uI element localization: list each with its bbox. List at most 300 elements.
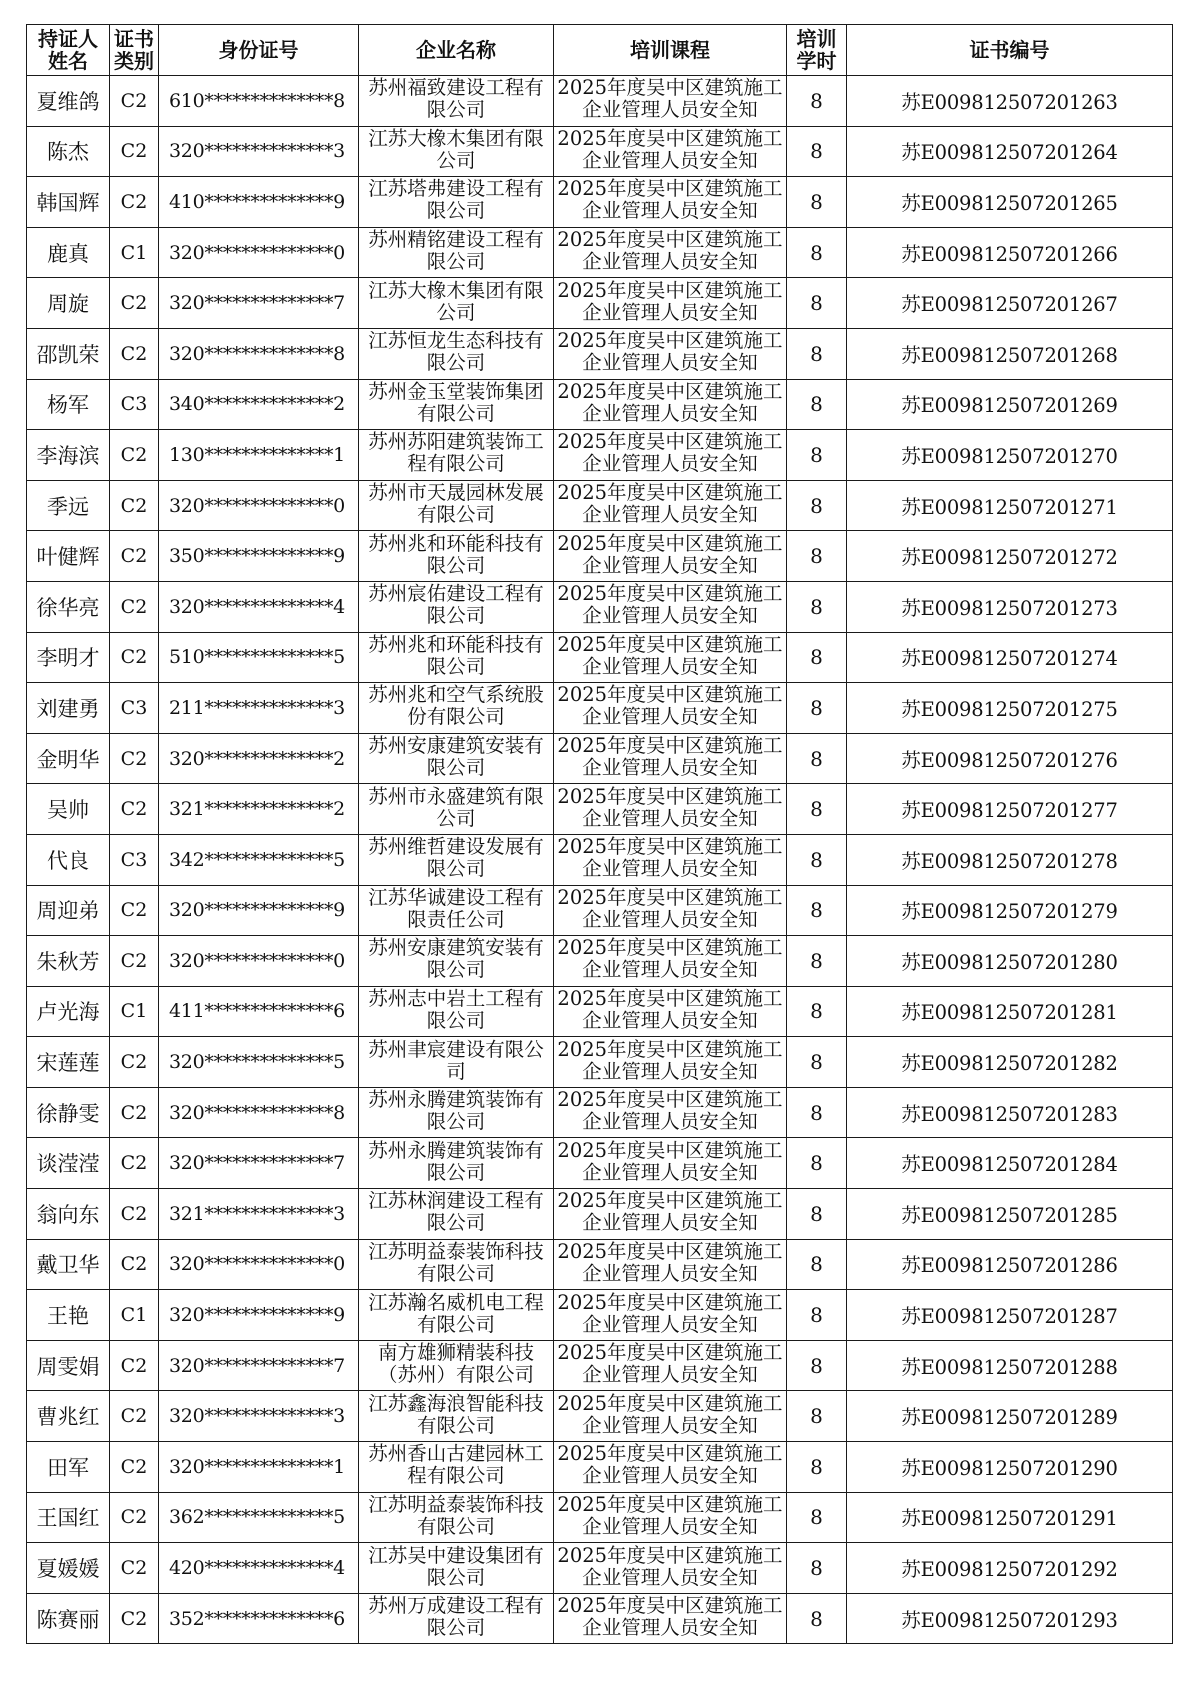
company-cell-text: 苏州兆和空气系统股份有限公司 <box>368 683 544 729</box>
table-row <box>27 76 1173 127</box>
course-cell <box>554 1087 787 1138</box>
company-cell-text: 江苏恒龙生态科技有限公司 <box>368 329 544 375</box>
hours-cell: 8 <box>787 1391 847 1442</box>
cert-category-cell: C2 <box>110 1239 159 1290</box>
course-cell <box>554 986 787 1037</box>
id-number-cell: 130**************1 <box>159 430 359 481</box>
table-row <box>27 885 1173 936</box>
hours-cell: 8 <box>787 1087 847 1138</box>
company-cell <box>359 430 554 481</box>
hours-cell: 8 <box>787 379 847 430</box>
cert-number-cell: 苏E009812507201269 <box>847 379 1173 430</box>
id-number-cell: 350**************9 <box>159 531 359 582</box>
cert-category-cell: C2 <box>110 1189 159 1240</box>
id-number-cell: 321**************3 <box>159 1189 359 1240</box>
course-cell-text: 2025年度吴中区建筑施工企业管理人员安全知 <box>557 531 783 577</box>
table-row <box>27 1593 1173 1644</box>
cert-number-cell: 苏E009812507201275 <box>847 683 1173 734</box>
header-cert-number: 证书编号 <box>847 25 1173 76</box>
cert-number-cell: 苏E009812507201280 <box>847 936 1173 987</box>
company-cell-text: 江苏吴中建设集团有限公司 <box>368 1543 544 1589</box>
course-cell-text: 2025年度吴中区建筑施工企业管理人员安全知 <box>557 835 783 881</box>
table-row <box>27 683 1173 734</box>
course-cell <box>554 733 787 784</box>
holder-name-cell: 杨军 <box>27 379 110 430</box>
company-cell-text: 江苏大橡木集团有限公司 <box>368 278 544 324</box>
course-cell-text: 2025年度吴中区建筑施工企业管理人员安全知 <box>557 1189 783 1235</box>
cert-number-cell: 苏E009812507201285 <box>847 1189 1173 1240</box>
company-cell-text: 苏州安康建筑安装有限公司 <box>368 734 544 780</box>
company-cell <box>359 1442 554 1493</box>
table-row <box>27 834 1173 885</box>
id-number-cell: 342**************5 <box>159 834 359 885</box>
company-cell <box>359 480 554 531</box>
company-cell-text: 苏州市永盛建筑有限公司 <box>368 784 544 830</box>
cert-category-cell: C2 <box>110 278 159 329</box>
table-row <box>27 531 1173 582</box>
company-cell <box>359 733 554 784</box>
course-cell-text: 2025年度吴中区建筑施工企业管理人员安全知 <box>557 936 783 982</box>
table-row <box>27 733 1173 784</box>
company-cell <box>359 1037 554 1088</box>
table-row <box>27 1037 1173 1088</box>
course-cell <box>554 581 787 632</box>
table-row <box>27 936 1173 987</box>
hours-cell: 8 <box>787 1239 847 1290</box>
hours-cell: 8 <box>787 683 847 734</box>
company-cell-text: 苏州永腾建筑装饰有限公司 <box>368 1088 544 1134</box>
id-number-cell: 320**************7 <box>159 1340 359 1391</box>
course-cell <box>554 1442 787 1493</box>
course-cell <box>554 632 787 683</box>
table-row <box>27 1138 1173 1189</box>
hours-cell: 8 <box>787 328 847 379</box>
id-number-cell: 320**************2 <box>159 733 359 784</box>
table-row <box>27 632 1173 683</box>
cert-category-cell: C2 <box>110 328 159 379</box>
hours-cell: 8 <box>787 1340 847 1391</box>
company-cell <box>359 1290 554 1341</box>
hours-cell: 8 <box>787 1290 847 1341</box>
company-cell-text: 苏州维哲建设发展有限公司 <box>368 835 544 881</box>
company-cell-text: 苏州精铭建设工程有限公司 <box>368 228 544 274</box>
cert-number-cell: 苏E009812507201266 <box>847 227 1173 278</box>
cert-number-cell: 苏E009812507201267 <box>847 278 1173 329</box>
cert-category-cell: C2 <box>110 430 159 481</box>
table-row <box>27 1290 1173 1341</box>
table-row <box>27 278 1173 329</box>
cert-category-cell: C2 <box>110 1442 159 1493</box>
id-number-cell: 320**************0 <box>159 1239 359 1290</box>
company-cell-text: 南方雄狮精装科技（苏州）有限公司 <box>377 1341 534 1387</box>
course-cell <box>554 885 787 936</box>
holder-name-cell: 韩国辉 <box>27 177 110 228</box>
id-number-cell: 420**************4 <box>159 1543 359 1594</box>
cert-category-cell: C2 <box>110 1593 159 1644</box>
holder-name-cell: 陈赛丽 <box>27 1593 110 1644</box>
hours-cell: 8 <box>787 1442 847 1493</box>
course-cell <box>554 1492 787 1543</box>
course-cell-text: 2025年度吴中区建筑施工企业管理人员安全知 <box>557 1391 783 1437</box>
cert-number-cell: 苏E009812507201265 <box>847 177 1173 228</box>
id-number-cell: 320**************7 <box>159 1138 359 1189</box>
cert-number-cell: 苏E009812507201279 <box>847 885 1173 936</box>
holder-name-cell: 曹兆红 <box>27 1391 110 1442</box>
cert-number-cell: 苏E009812507201278 <box>847 834 1173 885</box>
cert-number-cell: 苏E009812507201277 <box>847 784 1173 835</box>
hours-cell: 8 <box>787 986 847 1037</box>
holder-name-cell: 徐华亮 <box>27 581 110 632</box>
holder-name-cell: 鹿真 <box>27 227 110 278</box>
id-number-cell: 320**************9 <box>159 885 359 936</box>
table-row <box>27 177 1173 228</box>
holder-name-cell: 王艳 <box>27 1290 110 1341</box>
header-cert-category: 证书 类别 <box>110 25 159 76</box>
holder-name-cell: 吴帅 <box>27 784 110 835</box>
table-row <box>27 1492 1173 1543</box>
course-cell <box>554 227 787 278</box>
cert-category-cell: C2 <box>110 885 159 936</box>
company-cell-text: 苏州永腾建筑装饰有限公司 <box>368 1138 544 1184</box>
course-cell-text: 2025年度吴中区建筑施工企业管理人员安全知 <box>557 177 783 223</box>
company-cell <box>359 986 554 1037</box>
course-cell <box>554 1593 787 1644</box>
company-cell-text: 苏州市天晟园林发展有限公司 <box>368 481 544 527</box>
company-cell <box>359 177 554 228</box>
holder-name-cell: 李海滨 <box>27 430 110 481</box>
company-cell-text: 苏州兆和环能科技有限公司 <box>368 531 544 577</box>
company-cell <box>359 1391 554 1442</box>
company-cell <box>359 784 554 835</box>
cert-category-cell: C2 <box>110 1543 159 1594</box>
company-cell <box>359 1189 554 1240</box>
table-row <box>27 227 1173 278</box>
company-cell <box>359 683 554 734</box>
holder-name-cell: 宋莲莲 <box>27 1037 110 1088</box>
hours-cell: 8 <box>787 430 847 481</box>
table-row <box>27 1543 1173 1594</box>
header-holder-name: 持证人 姓名 <box>27 25 110 76</box>
cert-category-cell: C2 <box>110 531 159 582</box>
table-row <box>27 986 1173 1037</box>
cert-category-cell: C2 <box>110 1492 159 1543</box>
course-cell <box>554 1340 787 1391</box>
table-row <box>27 328 1173 379</box>
id-number-cell: 320**************7 <box>159 278 359 329</box>
cert-number-cell: 苏E009812507201293 <box>847 1593 1173 1644</box>
course-cell-text: 2025年度吴中区建筑施工企业管理人员安全知 <box>557 126 783 172</box>
company-cell-text: 苏州志中岩土工程有限公司 <box>368 986 544 1032</box>
id-number-cell: 211**************3 <box>159 683 359 734</box>
course-cell-text: 2025年度吴中区建筑施工企业管理人员安全知 <box>557 379 783 425</box>
cert-category-cell: C3 <box>110 834 159 885</box>
cert-category-cell: C2 <box>110 581 159 632</box>
company-cell-text: 江苏塔弗建设工程有限公司 <box>368 177 544 223</box>
id-number-cell: 362**************5 <box>159 1492 359 1543</box>
course-cell <box>554 834 787 885</box>
course-cell <box>554 1037 787 1088</box>
hours-cell: 8 <box>787 1037 847 1088</box>
holder-name-cell: 卢光海 <box>27 986 110 1037</box>
cert-number-cell: 苏E009812507201276 <box>847 733 1173 784</box>
company-cell-text: 江苏明益泰装饰科技有限公司 <box>368 1239 544 1285</box>
hours-cell: 8 <box>787 632 847 683</box>
cert-category-cell: C1 <box>110 227 159 278</box>
certificate-table <box>26 24 1173 1644</box>
company-cell <box>359 885 554 936</box>
id-number-cell: 320**************5 <box>159 1037 359 1088</box>
company-cell <box>359 531 554 582</box>
holder-name-cell: 金明华 <box>27 733 110 784</box>
company-cell <box>359 1340 554 1391</box>
table-row <box>27 1189 1173 1240</box>
holder-name-cell: 夏维鸽 <box>27 76 110 127</box>
holder-name-cell: 陈杰 <box>27 126 110 177</box>
course-cell-text: 2025年度吴中区建筑施工企业管理人员安全知 <box>557 329 783 375</box>
company-cell-text: 江苏瀚名威机电工程有限公司 <box>368 1290 544 1336</box>
company-cell-text: 苏州兆和环能科技有限公司 <box>368 632 544 678</box>
id-number-cell: 320**************8 <box>159 1087 359 1138</box>
course-cell-text: 2025年度吴中区建筑施工企业管理人员安全知 <box>557 1037 783 1083</box>
company-cell-text: 苏州金玉堂装饰集团有限公司 <box>368 379 544 425</box>
cert-category-cell: C2 <box>110 1037 159 1088</box>
cert-category-cell: C2 <box>110 1340 159 1391</box>
company-cell <box>359 278 554 329</box>
course-cell-text: 2025年度吴中区建筑施工企业管理人员安全知 <box>557 986 783 1032</box>
company-cell-text: 苏州宸佑建设工程有限公司 <box>368 582 544 628</box>
course-cell <box>554 683 787 734</box>
company-cell-text: 江苏明益泰装饰科技有限公司 <box>368 1492 544 1538</box>
hours-cell: 8 <box>787 1543 847 1594</box>
company-cell-text: 苏州香山古建园林工程有限公司 <box>368 1442 544 1488</box>
company-cell-text: 苏州安康建筑安装有限公司 <box>368 936 544 982</box>
cert-number-cell: 苏E009812507201274 <box>847 632 1173 683</box>
holder-name-cell: 戴卫华 <box>27 1239 110 1290</box>
cert-number-cell: 苏E009812507201268 <box>847 328 1173 379</box>
course-cell <box>554 76 787 127</box>
course-cell <box>554 278 787 329</box>
company-cell <box>359 834 554 885</box>
cert-category-cell: C2 <box>110 1391 159 1442</box>
course-cell-text: 2025年度吴中区建筑施工企业管理人员安全知 <box>557 784 783 830</box>
id-number-cell: 320**************9 <box>159 1290 359 1341</box>
hours-cell: 8 <box>787 936 847 987</box>
hours-cell: 8 <box>787 885 847 936</box>
cert-category-cell: C2 <box>110 1138 159 1189</box>
hours-cell: 8 <box>787 733 847 784</box>
table-row <box>27 1340 1173 1391</box>
course-cell <box>554 430 787 481</box>
company-cell <box>359 379 554 430</box>
hours-cell: 8 <box>787 834 847 885</box>
course-cell-text: 2025年度吴中区建筑施工企业管理人员安全知 <box>557 734 783 780</box>
course-cell <box>554 177 787 228</box>
company-cell-text: 江苏鑫海浪智能科技有限公司 <box>368 1391 544 1437</box>
course-cell <box>554 379 787 430</box>
holder-name-cell: 谈滢滢 <box>27 1138 110 1189</box>
id-number-cell: 352**************6 <box>159 1593 359 1644</box>
id-number-cell: 320**************3 <box>159 1391 359 1442</box>
course-cell <box>554 328 787 379</box>
holder-name-cell: 翁向东 <box>27 1189 110 1240</box>
id-number-cell: 411**************6 <box>159 986 359 1037</box>
cert-number-cell: 苏E009812507201283 <box>847 1087 1173 1138</box>
course-cell-text: 2025年度吴中区建筑施工企业管理人员安全知 <box>557 278 783 324</box>
holder-name-cell: 周雯娟 <box>27 1340 110 1391</box>
hours-cell: 8 <box>787 581 847 632</box>
course-cell <box>554 1391 787 1442</box>
hours-cell: 8 <box>787 126 847 177</box>
company-cell-text: 苏州福致建设工程有限公司 <box>368 76 544 122</box>
hours-cell: 8 <box>787 76 847 127</box>
course-cell-text: 2025年度吴中区建筑施工企业管理人员安全知 <box>557 1341 783 1387</box>
course-cell-text: 2025年度吴中区建筑施工企业管理人员安全知 <box>557 430 783 476</box>
holder-name-cell: 田军 <box>27 1442 110 1493</box>
hours-cell: 8 <box>787 1492 847 1543</box>
id-number-cell: 410**************9 <box>159 177 359 228</box>
company-cell <box>359 1543 554 1594</box>
company-cell-text: 江苏林润建设工程有限公司 <box>368 1189 544 1235</box>
cert-category-cell: C2 <box>110 784 159 835</box>
company-cell <box>359 632 554 683</box>
id-number-cell: 510**************5 <box>159 632 359 683</box>
id-number-cell: 320**************1 <box>159 1442 359 1493</box>
course-cell <box>554 480 787 531</box>
course-cell-text: 2025年度吴中区建筑施工企业管理人员安全知 <box>557 582 783 628</box>
company-cell <box>359 1593 554 1644</box>
cert-category-cell: C2 <box>110 126 159 177</box>
id-number-cell: 340**************2 <box>159 379 359 430</box>
cert-category-cell: C2 <box>110 632 159 683</box>
course-cell-text: 2025年度吴中区建筑施工企业管理人员安全知 <box>557 1442 783 1488</box>
header-hours: 培训 学时 <box>787 25 847 76</box>
company-cell-text: 江苏大橡木集团有限公司 <box>368 126 544 172</box>
table-row <box>27 1442 1173 1493</box>
course-cell <box>554 1543 787 1594</box>
course-cell-text: 2025年度吴中区建筑施工企业管理人员安全知 <box>557 1492 783 1538</box>
cert-category-cell: C1 <box>110 1290 159 1341</box>
course-cell-text: 2025年度吴中区建筑施工企业管理人员安全知 <box>557 683 783 729</box>
course-cell-text: 2025年度吴中区建筑施工企业管理人员安全知 <box>557 76 783 122</box>
hours-cell: 8 <box>787 480 847 531</box>
holder-name-cell: 夏媛媛 <box>27 1543 110 1594</box>
course-cell <box>554 1138 787 1189</box>
cert-number-cell: 苏E009812507201273 <box>847 581 1173 632</box>
table-row <box>27 1239 1173 1290</box>
company-cell <box>359 227 554 278</box>
header-company: 企业名称 <box>359 25 554 76</box>
company-cell-text: 苏州万成建设工程有限公司 <box>368 1594 544 1640</box>
cert-number-cell: 苏E009812507201270 <box>847 430 1173 481</box>
hours-cell: 8 <box>787 177 847 228</box>
cert-category-cell: C3 <box>110 379 159 430</box>
table-row <box>27 126 1173 177</box>
cert-category-cell: C2 <box>110 936 159 987</box>
course-cell-text: 2025年度吴中区建筑施工企业管理人员安全知 <box>557 1088 783 1134</box>
company-cell <box>359 76 554 127</box>
holder-name-cell: 邵凯荣 <box>27 328 110 379</box>
course-cell-text: 2025年度吴中区建筑施工企业管理人员安全知 <box>557 481 783 527</box>
header-row <box>27 25 1173 76</box>
holder-name-cell: 周迎弟 <box>27 885 110 936</box>
holder-name-cell: 周旋 <box>27 278 110 329</box>
hours-cell: 8 <box>787 278 847 329</box>
holder-name-cell: 叶健辉 <box>27 531 110 582</box>
cert-number-cell: 苏E009812507201286 <box>847 1239 1173 1290</box>
table-row <box>27 480 1173 531</box>
course-cell <box>554 126 787 177</box>
hours-cell: 8 <box>787 784 847 835</box>
id-number-cell: 320**************0 <box>159 936 359 987</box>
company-cell-text: 苏州聿宸建设有限公司 <box>368 1037 544 1083</box>
company-cell <box>359 1492 554 1543</box>
cert-category-cell: C2 <box>110 733 159 784</box>
company-cell-text: 江苏华诚建设工程有限责任公司 <box>368 885 544 931</box>
hours-cell: 8 <box>787 1189 847 1240</box>
course-cell-text: 2025年度吴中区建筑施工企业管理人员安全知 <box>557 1594 783 1640</box>
holder-name-cell: 徐静雯 <box>27 1087 110 1138</box>
holder-name-cell: 刘建勇 <box>27 683 110 734</box>
cert-number-cell: 苏E009812507201290 <box>847 1442 1173 1493</box>
cert-number-cell: 苏E009812507201264 <box>847 126 1173 177</box>
course-cell <box>554 1189 787 1240</box>
course-cell <box>554 531 787 582</box>
course-cell-text: 2025年度吴中区建筑施工企业管理人员安全知 <box>557 1543 783 1589</box>
hours-cell: 8 <box>787 1138 847 1189</box>
company-cell <box>359 581 554 632</box>
cert-number-cell: 苏E009812507201281 <box>847 986 1173 1037</box>
cert-number-cell: 苏E009812507201272 <box>847 531 1173 582</box>
id-number-cell: 320**************3 <box>159 126 359 177</box>
cert-number-cell: 苏E009812507201288 <box>847 1340 1173 1391</box>
table-row <box>27 379 1173 430</box>
hours-cell: 8 <box>787 1593 847 1644</box>
header-course: 培训课程 <box>554 25 787 76</box>
id-number-cell: 320**************8 <box>159 328 359 379</box>
course-cell-text: 2025年度吴中区建筑施工企业管理人员安全知 <box>557 1138 783 1184</box>
holder-name-cell: 季远 <box>27 480 110 531</box>
company-cell <box>359 126 554 177</box>
course-cell-text: 2025年度吴中区建筑施工企业管理人员安全知 <box>557 1239 783 1285</box>
holder-name-cell: 王国红 <box>27 1492 110 1543</box>
cert-category-cell: C2 <box>110 177 159 228</box>
company-cell-text: 苏州苏阳建筑装饰工程有限公司 <box>368 430 544 476</box>
cert-number-cell: 苏E009812507201271 <box>847 480 1173 531</box>
id-number-cell: 320**************0 <box>159 480 359 531</box>
course-cell-text: 2025年度吴中区建筑施工企业管理人员安全知 <box>557 228 783 274</box>
company-cell <box>359 1087 554 1138</box>
course-cell-text: 2025年度吴中区建筑施工企业管理人员安全知 <box>557 885 783 931</box>
company-cell <box>359 328 554 379</box>
course-cell <box>554 784 787 835</box>
table-row <box>27 1087 1173 1138</box>
cert-number-cell: 苏E009812507201263 <box>847 76 1173 127</box>
cert-number-cell: 苏E009812507201289 <box>847 1391 1173 1442</box>
table-row <box>27 430 1173 481</box>
course-cell-text: 2025年度吴中区建筑施工企业管理人员安全知 <box>557 1290 783 1336</box>
cert-number-cell: 苏E009812507201284 <box>847 1138 1173 1189</box>
table-row <box>27 1391 1173 1442</box>
cert-category-cell: C2 <box>110 480 159 531</box>
table-row <box>27 784 1173 835</box>
id-number-cell: 610**************8 <box>159 76 359 127</box>
holder-name-cell: 朱秋芳 <box>27 936 110 987</box>
holder-name-cell: 李明才 <box>27 632 110 683</box>
cert-category-cell: C2 <box>110 1087 159 1138</box>
course-cell <box>554 1290 787 1341</box>
cert-category-cell: C1 <box>110 986 159 1037</box>
cert-category-cell: C2 <box>110 76 159 127</box>
